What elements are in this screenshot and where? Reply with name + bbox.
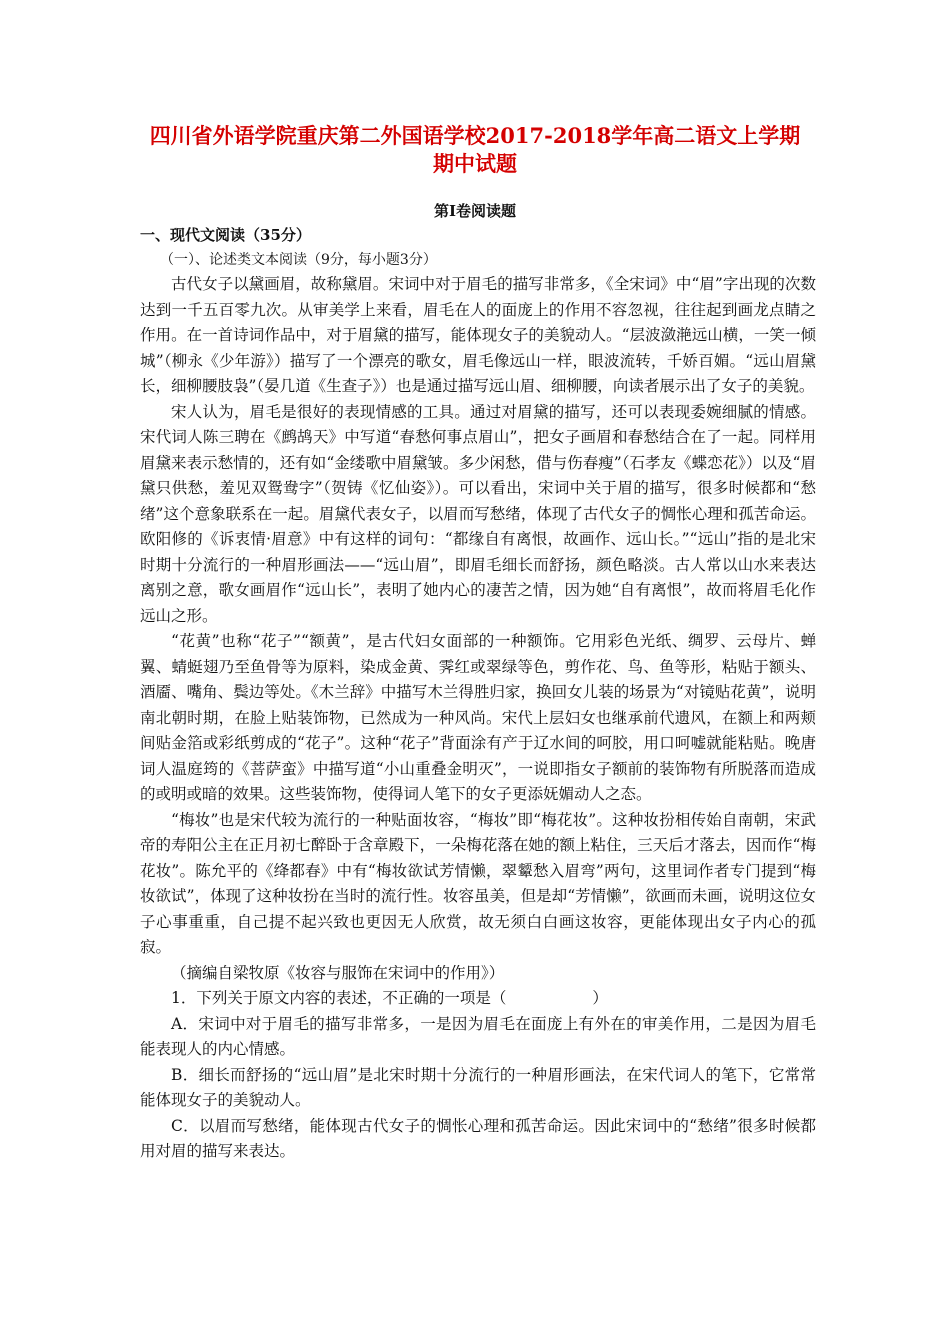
- section-title: 第Ⅰ卷阅读题: [433, 202, 517, 220]
- question-1-stem-close: ）: [592, 989, 608, 1007]
- paragraph-3: “花黄”也称“花子”“额黄”，是古代妇女面部的一种额饰。它用彩色光纸、绸罗、云母片、蝉翼、蜻蜓翅乃至鱼骨等为原料，染成金黄、霁红或翠绿等色，剪作花、鸟、鱼等形，粘贴于额头、酒靥、嘴角、鬓边等处。《木兰辞》中描写木兰得胜归家，换回女儿装的场景为“对镜贴花黄”，说明南北朝时期，在脸上贴装饰物，已然成为一种风尚。宋代上层妇女也继承前代遗风，在额上和两颊间贴金箔或彩纸剪成的“花子”。这种“花子”背面涂有产于辽水间的呵胶，用口呵嘘就能粘贴。晚唐词人温庭筠的《菩萨蛮》中描写道“小山重叠金明灭”，一说即指女子额前的装饰物有所脱落而造成的或明或暗的效果。这些装饰物，使得词人笔下的女子更添妩媚动人之态。: [140, 632, 816, 803]
- paragraph-2: 宋人认为，眉毛是很好的表现情感的工具。通过对眉黛的描写，还可以表现委婉细腻的情感。宋代词人陈三聘在《鹧鸪天》中写道“春愁何事点眉山”，把女子画眉和春愁结合在了一起。同样用眉黛来表示愁情的，还有如“金缕歌中眉黛皱。多少闲愁，借与伤春瘦”（石孝友《蝶恋花》）以及“眉黛只供愁，羞见双鸳鸯字”（贺铸《忆仙姿》）。可以看出，宋词中关于眉的描写，很多时候都和“愁绪”这个意象联系在一起。眉黛代表女子，以眉而写愁绪，体现了古代女子的惆怅心理和孤苦命运。欧阳修的《诉衷情·眉意》中有这样的词句：“都缘自有离恨，故画作、远山长。”“远山”指的是北宋时期十分流行的一种眉形画法——“远山眉”，即眉毛细长而舒扬，颜色略淡。古人常以山水来表达离别之意，歌女画眉作“远山长”，表明了她内心的凄苦之情，因为她“自有离恨”，故而将眉毛化作远山之形。: [140, 402, 816, 625]
- question-1-option-b: B．细长而舒扬的“远山眉”是北宋时期十分流行的一种眉形画法，在宋代词人的笔下，它常常能体现女子的美貌动人。: [140, 1065, 816, 1109]
- question-1-stem-text: 1．下列关于原文内容的表述，不正确的一项是（: [171, 989, 507, 1007]
- paragraph-4: “梅妆”也是宋代较为流行的一种贴面妆容，“梅妆”即“梅花妆”。这种妆扮相传始自南朝，宋武帝的寿阳公主在正月初七醉卧于含章殿下，一朵梅花落在她的额上粘住，三天后才落去，因而作“梅花妆”。陈允平的《绛都春》中有“梅妆欲试芳情懒，翠颦愁入眉弯”两句，这里词作者专门提到“梅妆欲试”，体现了这种妆扮在当时的流行性。妆容虽美，但是却“芳情懒”，欲画而未画，说明这位女子心事重重，自己提不起兴致也更因无人欣赏，故无须白白画这妆容，更能体现出女子内心的孤寂。: [140, 810, 816, 956]
- question-1-option-a: A．宋词中对于眉毛的描写非常多，一是因为眉毛在面庞上有外在的审美作用，二是因为眉毛能表现人的内心情感。: [140, 1014, 816, 1058]
- part-heading: 一、现代文阅读（35分）: [140, 226, 311, 244]
- source-citation: （摘编自梁牧原《妆容与服饰在宋词中的作用》）: [171, 963, 505, 982]
- document-title-line-1: 四川省外语学院重庆第二外国语学校2017-2018学年高二语文上学期: [149, 123, 801, 148]
- question-1-stem: [140, 986, 816, 1012]
- question-1-option-c: C．以眉而写愁绪，能体现古代女子的惆怅心理和孤苦命运。因此宋词中的“愁绪”很多时候都用对眉的描写来表达。: [140, 1116, 816, 1160]
- document-title-line-2: 期中试题: [433, 151, 517, 176]
- sub-heading: （一）、论述类文本阅读（9分，每小题3分）: [160, 252, 437, 268]
- passage-body: [140, 272, 816, 1165]
- paragraph-1: 古代女子以黛画眉，故称黛眉。宋词中对于眉毛的描写非常多，《全宋词》中“眉”字出现的次数达到一千五百零九次。从审美学上来看，眉毛在人的面庞上的作用不容忽视，往往起到画龙点睛之作用。在一首诗词作品中，对于眉黛的描写，能体现女子的美貌动人。“层波潋滟远山横，一笑一倾城”（柳永《少年游》）描写了一个漂亮的歌女，眉毛像远山一样，眼波流转，千娇百媚。“远山眉黛长，细柳腰肢袅”（晏几道《生查子》）也是通过描写远山眉、细柳腰，向读者展示出了女子的美貌。: [140, 275, 816, 395]
